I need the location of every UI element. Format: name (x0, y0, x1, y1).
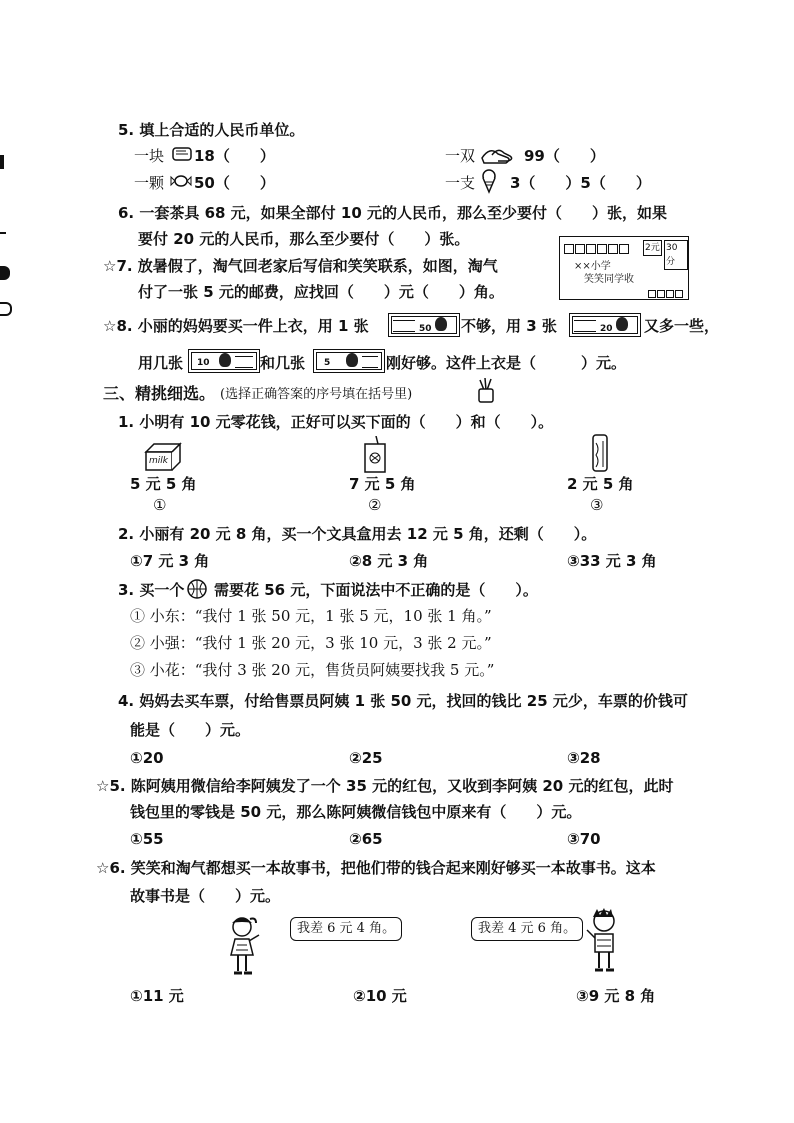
c4-line1: 4. 妈妈去买车票，付给售票员阿姨 1 张 50 元，找回的钱比 25 元少，车票的价钱可 (118, 692, 688, 710)
section-note: (选择正确答案的序号填在括号里) (220, 387, 413, 402)
q5-item-a (134, 146, 164, 166)
envelope-school: ××小学 (574, 261, 611, 272)
c4-opt3: ③28 (567, 749, 601, 767)
q5-b-label: 一双 (445, 147, 476, 165)
boy-figure (586, 908, 626, 980)
c2-opt1: ①7 元 3 角 (130, 552, 210, 570)
c1-opt2-price: 7 元 5 角 (349, 475, 416, 493)
c1-opt3-price: 2 元 5 角 (567, 475, 634, 493)
q5-c-value: 50（ ） (194, 174, 275, 192)
c3-stem-b: 需要花 56 元，下面说法中不正确的是（ ）。 (214, 581, 538, 599)
envelope-recipient: 笑笑同学收 (584, 274, 634, 285)
c5-opt1: ①55 (130, 830, 164, 848)
c1-opt1-price: 5 元 5 角 (130, 475, 197, 493)
c6-line2: 故事书是（ ）元。 (130, 887, 281, 905)
q5-d-label: 一支 (445, 174, 476, 192)
c4-opt2: ②25 (349, 749, 383, 767)
c2-opt2: ②8 元 3 角 (349, 552, 429, 570)
c1-opt1-num: ① (153, 496, 167, 514)
q7-line2: 付了一张 5 元的邮费，应找回（ ）元（ ）角。 (138, 283, 504, 301)
q7-line1: ☆7. 放暑假了，淘气回老家后写信和笑笑联系，如图，淘气 (103, 257, 498, 275)
section-title: 三、精挑细选。 (103, 384, 216, 403)
q8-seg3: 又多一些， (644, 317, 720, 335)
c4-opt1: ①20 (130, 749, 164, 767)
c4-line2: 能是（ ）元。 (130, 721, 251, 739)
q5-b-value: 99（ ） (524, 147, 605, 165)
shoes-icon (480, 143, 516, 169)
q8-seg4: 用几张 (138, 354, 184, 372)
c5-line2: 钱包里的零钱是 50 元，那么陈阿姨微信钱包中原来有（ ）元。 (130, 803, 582, 821)
c6-opt1: ①11 元 (130, 987, 184, 1005)
q5-a-label: 一块 (134, 147, 165, 165)
c2-stem: 2. 小丽有 20 元 8 角，买一个文具盒用去 12 元 5 角，还剩（ ）。 (118, 525, 597, 543)
q6-line1: 6. 一套茶具 68 元，如果全部付 10 元的人民币，那么至少要付（ ）张，如果 (118, 204, 667, 222)
margin-mark (0, 232, 6, 234)
c1-stem: 1. 小明有 10 元零花钱，正好可以买下面的（ ）和（ ）。 (118, 413, 554, 431)
c3-opt2: ② 小强：“我付 1 张 20 元，3 张 10 元，3 张 2 元。” (130, 634, 492, 652)
c3-opt3: ③ 小花：“我付 3 张 20 元，售货员阿姨要找我 5 元。” (130, 661, 495, 679)
q5-d-value: 3（ ）5（ ） (510, 174, 651, 192)
c1-opt3-num: ③ (590, 496, 604, 514)
margin-mark (0, 266, 10, 280)
ice-cream-icon (480, 168, 498, 198)
c3-opt1: ① 小东：“我付 1 张 50 元，1 张 5 元，10 张 1 角。” (130, 607, 492, 625)
speech-bubble-xiaoxiao: 我差 6 元 4 角。 (290, 917, 402, 941)
bread-icon (172, 145, 192, 165)
soda-can (591, 433, 609, 477)
c3-stem-a: 3. 买一个 (118, 581, 185, 599)
speech-bubble-taoqi: 我差 4 元 6 角。 (471, 917, 583, 941)
juice-box (362, 436, 388, 478)
c5-opt2: ②65 (349, 830, 383, 848)
c6-opt2: ②10 元 (353, 987, 407, 1005)
q8-seg6: 刚好够。这件上衣是（ ）元。 (386, 354, 627, 372)
q8-seg2: 不够，用 3 张 (461, 317, 557, 335)
q5-title: 5. 填上合适的人民币单位。 (118, 121, 305, 139)
q5-c-label: 一颗 (134, 174, 165, 192)
milk-carton (144, 442, 184, 476)
q8-seg1: ☆8. 小丽的妈妈要买一件上衣，用 1 张 (103, 317, 369, 335)
c1-opt2-num: ② (368, 496, 382, 514)
banknote-20: 20 (569, 313, 641, 337)
banknote-50: 50 (388, 313, 460, 337)
c6-opt3: ③9 元 8 角 (576, 987, 656, 1005)
girl-figure (226, 915, 266, 981)
banknote-5: 5 (313, 349, 385, 373)
candy-icon (170, 172, 192, 194)
c5-line1: ☆5. 陈阿姨用微信给李阿姨发了一个 35 元的红包，又收到李阿姨 20 元的红包，此时 (96, 777, 674, 795)
banknote-10: 10 (188, 349, 260, 373)
c5-opt3: ③70 (567, 830, 601, 848)
pencil-cup-icon (475, 376, 497, 408)
margin-mark (0, 302, 12, 316)
q6-line2: 要付 20 元的人民币，那么至少要付（ ）张。 (138, 230, 470, 248)
basketball-icon (186, 578, 208, 604)
margin-mark (0, 155, 4, 169)
stamp-30fen: 30分 (664, 240, 688, 270)
c6-line1: ☆6. 笑笑和淘气都想买一本故事书，把他们带的钱合起来刚好够买一本故事书。这本 (96, 859, 656, 877)
envelope (559, 236, 689, 300)
milk-label: milk (149, 456, 168, 466)
c2-opt3: ③33 元 3 角 (567, 552, 657, 570)
stamp-2yuan: 2元 (643, 240, 662, 256)
q8-seg5: 和几张 (260, 354, 306, 372)
q5-a-value: 18（ ） (194, 147, 275, 165)
